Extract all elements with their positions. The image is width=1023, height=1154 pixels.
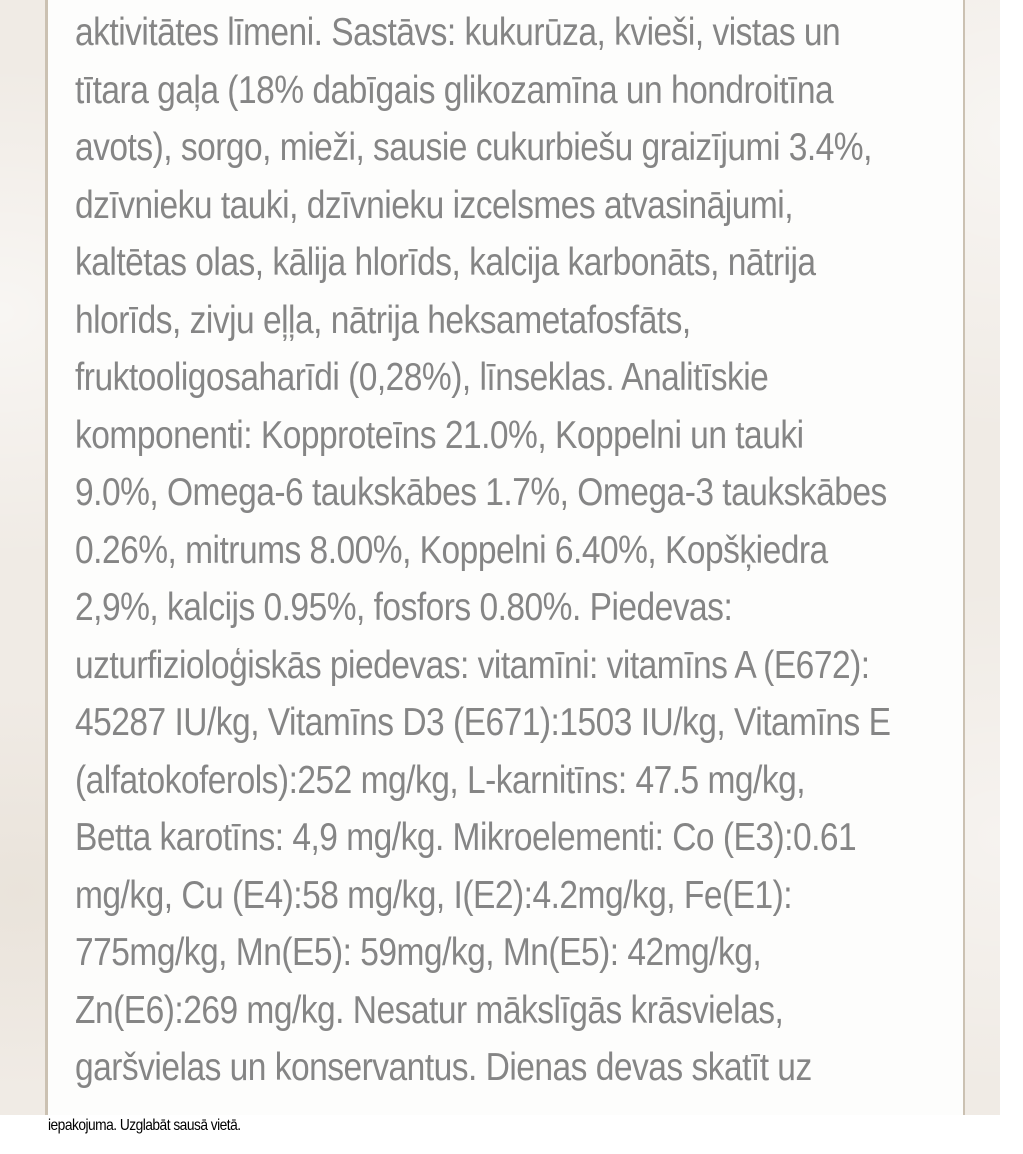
text-line-content: (alfatokoferols):252 mg/kg, L-karnitīns: 47.5 mg/kg, [75,752,805,810]
text-line [75,119,963,177]
text-line-content: dzīvnieku tauki, dzīvnieku izcelsmes atvasinājumi, [75,177,793,235]
text-line [75,637,963,695]
text-line-content: 775mg/kg, Mn(E5): 59mg/kg, Mn(E5): 42mg/kg, [75,924,761,982]
text-line [75,924,963,982]
text-line [75,867,963,925]
text-line-content: 0.26%, mitrums 8.00%, Koppelni 6.40%, Kopšķiedra [75,522,828,580]
text-line [75,349,963,407]
text-line [75,809,963,867]
text-line-content: mg/kg, Cu (E4):58 mg/kg, I(E2):4.2mg/kg, Fe(E1): [75,867,792,925]
content-panel [45,0,965,1115]
text-line-content: garšvielas un konservantus. Dienas devas skatīt uz [75,1039,812,1097]
text-line-clipped-content: iepakojuma. Uzglabāt sausā vietā. [48,1097,241,1154]
text-line-content: 9.0%, Omega-6 taukskābes 1.7%, Omega-3 taukskābes [75,464,887,522]
text-line [75,292,963,350]
text-line [75,4,963,62]
text-line [75,464,963,522]
text-line-clipped [48,1097,963,1154]
text-line-content: hlorīds, zivju eļļa, nātrija heksametafosfāts, [75,292,691,350]
text-line-content: avots), sorgo, mieži, sausie cukurbiešu graizījumi 3.4%, [75,119,872,177]
product-description [48,0,963,1097]
text-line [75,62,963,120]
text-line [75,579,963,637]
text-line-content: uzturfizioloģiskās piedevas: vitamīni: vitamīns A (E672): [75,637,870,695]
text-line-content: Zn(E6):269 mg/kg. Nesatur mākslīgās krāsvielas, [75,982,783,1040]
text-line-content: 2,9%, kalcijs 0.95%, fosfors 0.80%. Piedevas: [75,579,732,637]
text-line-content: fruktooligosaharīdi (0,28%), līnseklas. Analitīskie [75,349,768,407]
text-line [75,982,963,1040]
text-line [75,694,963,752]
text-line-content: komponenti: Kopproteīns 21.0%, Koppelni un tauki [75,407,804,465]
text-line-content: tītara gaļa (18% dabīgais glikozamīna un hondroitīna [75,62,833,120]
text-line [75,522,963,580]
text-line-content: Betta karotīns: 4,9 mg/kg. Mikroelementi: Co (E3):0.61 [75,809,856,867]
text-line [75,752,963,810]
text-line [75,407,963,465]
text-line [75,1039,963,1097]
text-line-content: 45287 IU/kg, Vitamīns D3 (E671):1503 IU/kg, Vitamīns E [75,694,890,752]
text-line-content: aktivitātes līmeni. Sastāvs: kukurūza, kvieši, vistas un [75,4,840,62]
text-line [75,234,963,292]
text-line [75,177,963,235]
text-line-content: kaltētas olas, kālija hlorīds, kalcija karbonāts, nātrija [75,234,816,292]
